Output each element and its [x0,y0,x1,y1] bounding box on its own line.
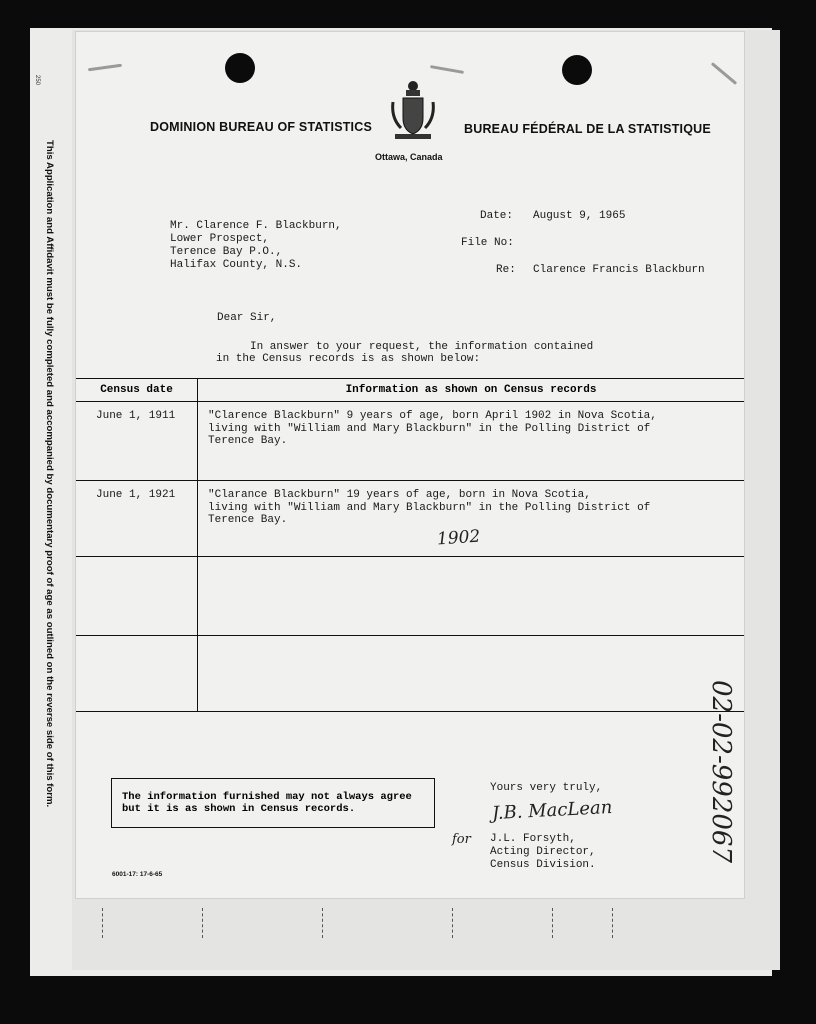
field-divider [102,908,103,938]
signature: J.B. MacLean [491,796,613,825]
field-divider [452,908,453,938]
census-date [76,636,198,712]
census-info-line: "Clarance Blackburn" 19 years of age, born in Nova Scotia, [208,489,591,501]
disclaimer-box [111,778,435,828]
table-row [76,481,744,557]
address-line-4: Halifax County, N.S. [170,259,303,271]
punch-hole-right [562,55,592,85]
census-info-line: Terence Bay. [208,435,288,447]
intro-line-1: In answer to your request, the information contained [250,341,594,353]
census-info-line: Terence Bay. [208,514,288,526]
punch-hole-left [225,53,255,83]
sidebar-instructions-text: This Application and Affidavit must be fully completed and accompanied by documentary proof of age as outlined on the reverse side of this form. [44,140,55,808]
sidebar-number: 250 [34,75,40,86]
census-date [76,557,198,636]
address-line-3: Terence Bay P.O., [170,246,283,258]
sidebar-instructions [45,140,65,840]
header-left: DOMINION BUREAU OF STATISTICS [150,120,372,134]
closing-phrase: Yours very truly, [490,782,603,794]
re-label: Re: [496,264,516,276]
file-label: File No: [461,237,514,249]
address-line-1: Mr. Clarence F. Blackburn, [170,220,342,232]
margin-handwritten-number: 02-02-992067 [706,680,736,863]
field-divider [552,908,553,938]
census-info-line: living with "William and Mary Blackburn" in the Polling District of [208,501,651,514]
date-label: Date: [480,210,514,222]
for-prefix: for [452,832,471,847]
census-info [198,636,745,712]
field-divider [202,908,203,938]
census-date: June 1, 1921 [76,481,198,557]
table-row [76,402,744,481]
census-info [198,557,745,636]
census-table [76,378,744,712]
intro-line-2: in the Census records is as shown below: [216,353,481,365]
header-city: Ottawa, Canada [375,152,443,162]
field-divider [612,908,613,938]
census-date: June 1, 1911 [76,402,198,481]
disclaimer-text: The information furnished may not always agree but it is as shown in Census records. [122,791,412,815]
signer-title-1: Acting Director, [490,846,596,858]
column-header-info: Information as shown on Census records [198,379,745,402]
handwritten-year: 1902 [436,526,481,550]
coat-of-arms-icon [390,78,436,144]
field-divider [322,908,323,938]
signer-name: J.L. Forsyth, [490,833,576,845]
re-value: Clarence Francis Blackburn [533,264,705,276]
census-info-line: living with "William and Mary Blackburn" in the Polling District of [208,422,651,435]
table-row [76,557,744,636]
signer-title-2: Census Division. [490,859,596,871]
census-info [198,402,745,481]
census-info-line: "Clarence Blackburn" 9 years of age, born April 1902 in Nova Scotia, [208,410,657,422]
underlying-form-fields [72,898,772,970]
address-line-2: Lower Prospect, [170,233,270,245]
date-value: August 9, 1965 [533,210,626,222]
form-number: 6001-17: 17-6-65 [112,871,163,878]
column-header-date: Census date [76,379,198,402]
header-right: BUREAU FÉDÉRAL DE LA STATISTIQUE [464,122,711,136]
salutation: Dear Sir, [217,312,277,324]
table-row [76,636,744,712]
